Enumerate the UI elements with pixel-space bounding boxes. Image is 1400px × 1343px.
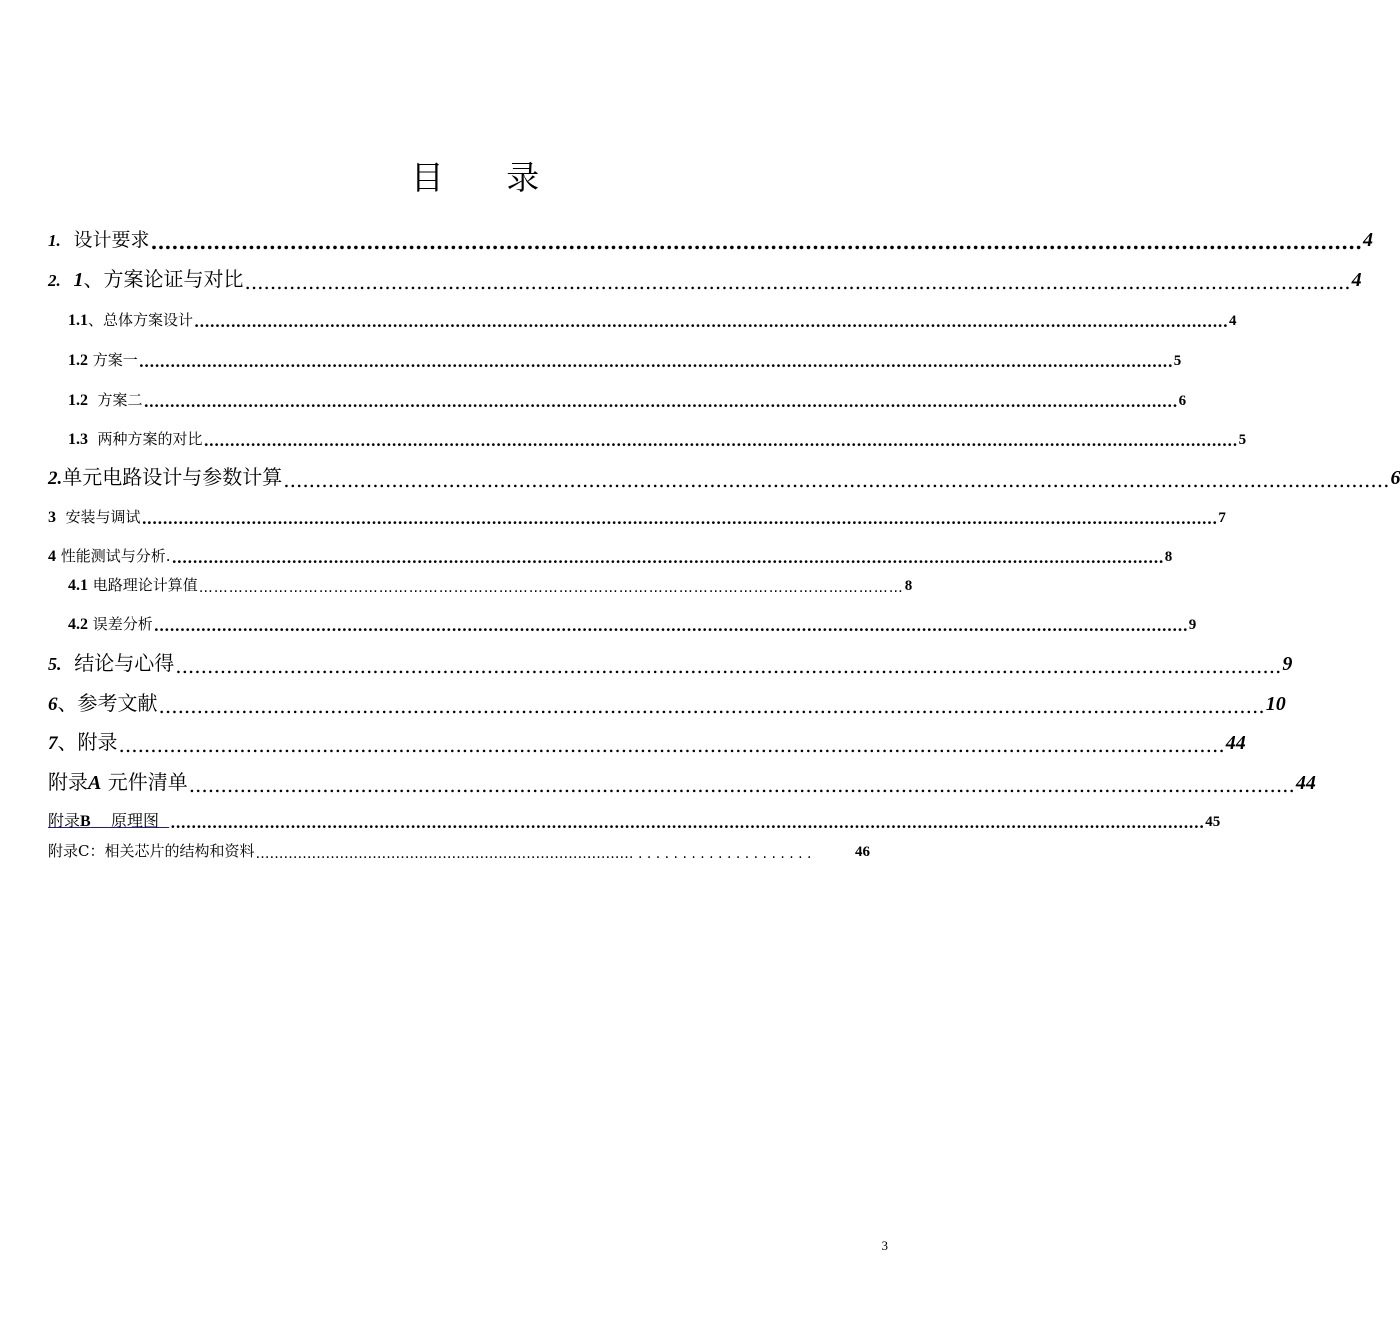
leader-dots: .............................................................................................................................................................................................................. (141, 510, 1218, 528)
toc-entry-number: 1.3 (68, 431, 88, 448)
toc-entry[interactable] (48, 226, 1374, 254)
leader-dots: …………………………………………………………………………………………………………………………… (198, 580, 904, 596)
toc-entry-title: 两种方案的对比 (97, 430, 203, 448)
toc-entry-title: 、参考文献 (57, 691, 158, 715)
toc-entry[interactable] (48, 690, 1286, 718)
leader-dots: ...................................................................................................................................................................................................... (153, 617, 1188, 635)
toc-entry-number: 1.2 (68, 392, 88, 409)
toc-entry-number: 7 (48, 733, 58, 754)
toc-entry[interactable]: 2. 1、方案论证与对比 .............................................................................................................................................................................. 4 (48, 267, 1362, 294)
toc-entry-title: 设计要求 (73, 229, 150, 251)
toc-entry-number: 4.2 (68, 616, 88, 633)
toc-entry-title: 方案一 (92, 351, 138, 369)
leader-dots: ……………………………………………………………………… . . . . . . . . . . . . . . . . . . . . (255, 846, 812, 862)
toc-entry-page: 6 (1390, 467, 1400, 489)
toc-entry-page: 45 (1205, 814, 1221, 830)
leader-dots: .............................................................................................................................................................................................. (171, 549, 1164, 567)
toc-entry-page: 4 (1351, 269, 1362, 291)
toc-entry-number: 附录C： (48, 842, 105, 860)
page-title: 目 录 (410, 158, 566, 197)
leader-dots: ...................................................................................................................................................................................................... (194, 313, 1229, 331)
toc-entry-number: 5. (48, 654, 62, 674)
toc-entry-page: 8 (1164, 549, 1173, 565)
leader-dots: ...................................................................................................................................................................................................... (143, 393, 1178, 411)
leader-dots: .............................................................................................................................................................................. (175, 654, 1282, 678)
toc-entry[interactable]: 附录B 原理图 ...................................................................................................................................................................................................... 45 (48, 811, 1221, 832)
toc-entry-number: 2. (48, 271, 61, 290)
toc-entry-title: 性能测试与分析. (60, 547, 171, 565)
leader-dots: .............................................................................................................................................................................. (244, 270, 1351, 294)
toc-entry-title: 结论与心得 (74, 651, 175, 675)
toc-entry-page: 44 (1225, 732, 1246, 754)
toc-entry-number: 1.1 (68, 312, 88, 329)
toc-entry-page: 5 (1173, 353, 1182, 369)
toc-entry-page: 9 (1282, 653, 1293, 675)
toc-entry-page: 9 (1188, 617, 1197, 633)
leader-dots: .............................................................................................................................................................................. (158, 694, 1265, 718)
toc-entry-number: 附录 (48, 770, 88, 794)
toc-entry-page: 44 (1295, 772, 1316, 794)
toc-entry-page: 7 (1218, 510, 1226, 526)
leader-dots: .............................................................................................................................................................................. (283, 468, 1390, 492)
toc-entry-title: 误差分析 (92, 615, 153, 633)
leader-dots: ...................................................................................................................................................................................................... (170, 814, 1205, 832)
toc-entry[interactable] (68, 310, 1237, 331)
toc-entry-number: 4.1 (68, 577, 88, 594)
toc-entry-page: 6 (1178, 393, 1187, 409)
toc-entry[interactable] (68, 429, 1247, 450)
toc-entry[interactable] (68, 614, 1197, 635)
toc-entry-page: 4 (1363, 229, 1374, 251)
toc-entry-number: 附录 (48, 811, 81, 830)
toc-entry[interactable] (68, 390, 1187, 411)
toc-entry[interactable] (48, 507, 1226, 528)
toc-entry-title: 安装与调试 (65, 508, 141, 526)
leader-dots: ...................................................................................................................................................................................................... (138, 353, 1173, 371)
toc-entry-number: 3 (48, 509, 56, 526)
toc-entry-title: 方案二 (97, 391, 143, 409)
toc-entry-number: 6 (48, 694, 58, 715)
toc-entry-page: 10 (1265, 693, 1286, 715)
leader-dots: .............................................................................................................................................................................. (150, 230, 1363, 254)
toc-entry-title: 、附录 (57, 730, 118, 754)
toc-entry-number: 1. (48, 231, 61, 250)
toc-entry-title: 相关芯片的结构和资料 (104, 842, 255, 860)
leader-dots: .............................................................................................................................................................................. (188, 773, 1295, 797)
leader-dots: .............................................................................................................................................................................. (118, 733, 1225, 757)
toc-entry[interactable] (48, 729, 1246, 757)
toc-entry-title: 单元电路设计与参数计算 (62, 465, 283, 489)
toc-entry[interactable] (68, 575, 913, 596)
toc-entry-page: 4 (1229, 313, 1237, 329)
toc-entry-title: 、方案论证与对比 (83, 267, 244, 291)
toc-entry-page: 5 (1238, 432, 1247, 448)
toc-entry[interactable] (48, 650, 1293, 678)
toc-entry-title: 、总体方案设计 (88, 311, 194, 329)
toc-entry-page: 46 (855, 844, 870, 860)
toc-entry-title: 电路理论计算值 (92, 576, 198, 594)
page-number: 3 (881, 1238, 888, 1253)
toc-entry-page: 8 (904, 578, 913, 594)
toc-entry[interactable] (48, 841, 870, 861)
toc-entry[interactable] (48, 546, 1173, 567)
toc-entry-number: 2. (48, 468, 63, 489)
toc-entry-number: 4 (48, 548, 56, 565)
toc-entry-number: 1.2 (68, 352, 88, 369)
toc-entry[interactable] (68, 350, 1182, 371)
leader-dots: ...................................................................................................................................................................................................... (203, 432, 1238, 450)
toc-entry-title: 原理图 (90, 811, 170, 830)
toc-entry-title: 元件清单 (101, 770, 188, 794)
toc-entry[interactable]: 附录A 元件清单 .............................................................................................................................................................................. 44 (48, 770, 1316, 797)
toc-entry[interactable] (48, 464, 1400, 492)
